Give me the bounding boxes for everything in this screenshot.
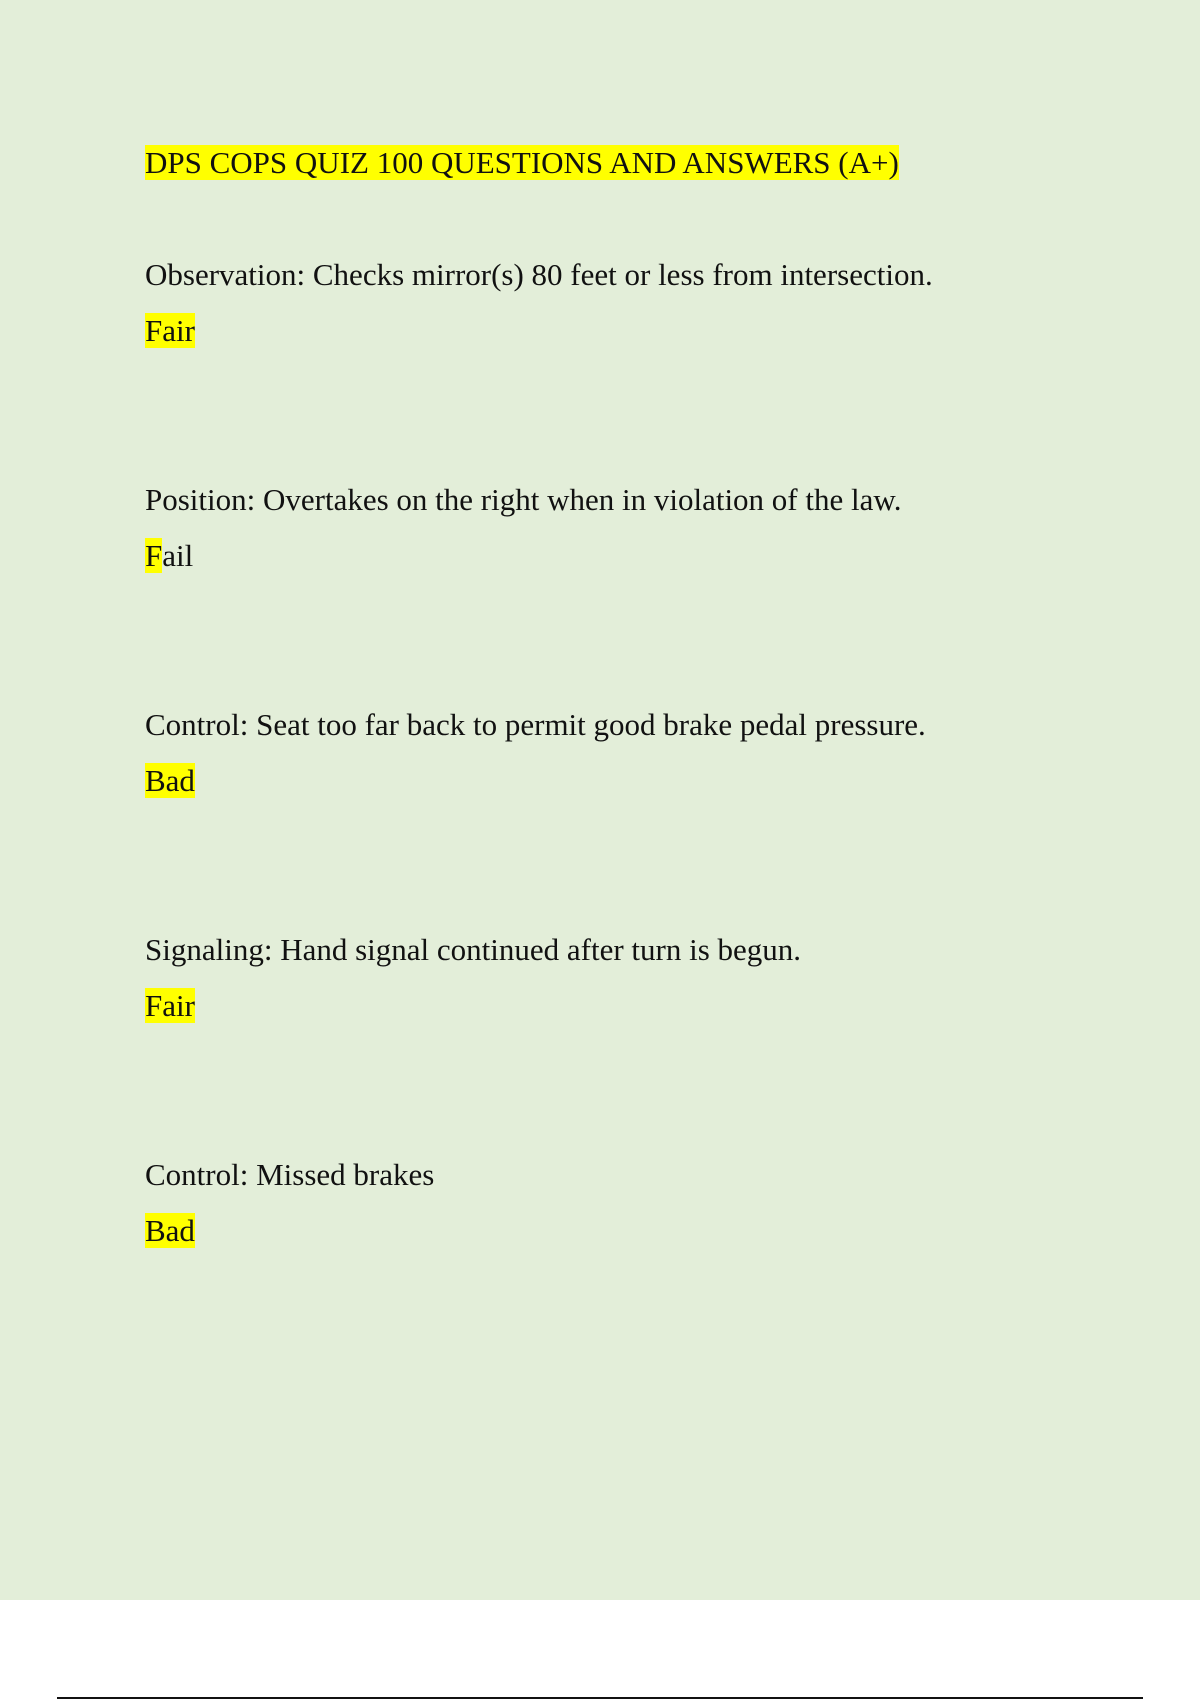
answer-highlight: Bad xyxy=(145,1213,195,1248)
qa-item-2 xyxy=(145,481,902,575)
answer-text xyxy=(145,762,926,800)
question-text: Observation: Checks mirror(s) 80 feet or less from intersection. xyxy=(145,257,933,292)
question-text: Signaling: Hand signal continued after turn is begun. xyxy=(145,932,802,967)
qa-item-1 xyxy=(145,256,933,350)
answer-highlight: Fair xyxy=(145,988,195,1023)
question-text: Position: Overtakes on the right when in violation of the law. xyxy=(145,482,902,517)
document-title xyxy=(145,144,899,182)
document-title-text: DPS COPS QUIZ 100 QUESTIONS AND ANSWERS (A+) xyxy=(145,145,899,180)
question-text: Control: Seat too far back to permit good brake pedal pressure. xyxy=(145,707,926,742)
answer-remainder: ail xyxy=(162,538,194,573)
answer-text xyxy=(145,537,902,575)
answer-text xyxy=(145,987,801,1025)
qa-item-3 xyxy=(145,706,926,800)
answer-text xyxy=(145,1212,434,1250)
answer-highlight: Bad xyxy=(145,763,195,798)
qa-item-4 xyxy=(145,931,801,1025)
answer-text xyxy=(145,312,933,350)
answer-highlight: F xyxy=(145,538,163,573)
question-text: Control: Missed brakes xyxy=(145,1157,435,1192)
answer-highlight: Fair xyxy=(145,313,195,348)
qa-item-5 xyxy=(145,1156,434,1250)
footer-divider xyxy=(57,1697,1143,1699)
